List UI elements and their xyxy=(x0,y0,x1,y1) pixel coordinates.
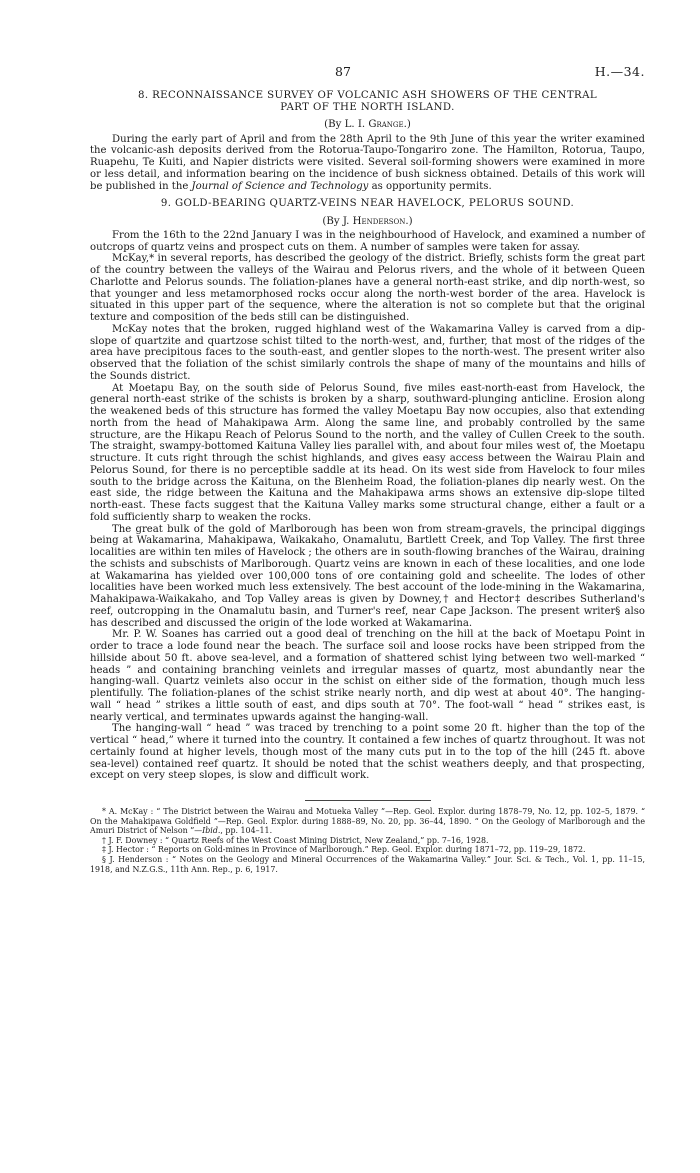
section-8-title-line-2: PART OF THE NORTH ISLAND. xyxy=(280,102,455,114)
section-9-title: 9. GOLD-BEARING QUARTZ-VEINS NEAR HAVELOCK, PELORUS SOUND. xyxy=(160,198,575,210)
body-paragraph: The great bulk of the gold of Marlborough has been won from stream-gravels, the principal diggings being at Wakamarina, Mahakipawa, Waikakaho, Onamalutu, Bartlett Creek, and Top Valley. The first three localities are within ten miles of Havelock ; the others are in south-flowing branches of the Wairau, draining the schists and subschists of Marlborough. Quartz veins are known in each of these localities, and one lode at Wakamarina has yielded over 100,000 tons of ore containing gold and scheelite. The lodes of other localities have been worked much less extensively. The best account of the lode-mining in the Wakamarina, Mahakipawa-Waikakaho, and Top Valley areas is given by Downey,† and Hector‡ describes Sutherland's reef, outcropping in the Onamalutu basin, and Turner's reef, near Cape Jackson. The present writer§ also has described and discussed the origin of the lode worked at Wakamarina. xyxy=(90,523,645,629)
section-8-title xyxy=(90,90,645,114)
footnote: ‡ J. Hector : “ Reports on Gold-mines in Province of Marlborough.” Rep. Geol. Explor. during 1871–72, pp. 119–29, 1872. xyxy=(102,845,586,855)
paragraph-text: During the early part of April and from the 28th April to the 9th June of this year the writer examined the volcanic-ash deposits derived from the Rotorua-Taupo-Tongariro zone. The Hamilton, Rotorua, Taupo, Ruapehu, Te Kuiti, and Napier districts were visited. Several soil-forming showers were examined in more or less detail, and information bearing on the incidence of bush sickness obtained. Details of this work will be published in the xyxy=(90,133,645,192)
byline-close: .) xyxy=(403,119,411,131)
section-9 xyxy=(90,198,645,782)
body-paragraph: From the 16th to the 22nd January I was in the neighbourhood of Havelock, and examined a number of outcrops of quartz veins and prospect cuts on them. A number of samples were taken for assay. xyxy=(90,229,645,253)
footnote xyxy=(90,807,645,836)
body-paragraph: At Moetapu Bay, on the south side of Pelorus Sound, five miles east-north-east from Havelock, the general north-east strike of the schists is broken by a sharp, southward-plunging anticline. Erosion along the weakened beds of this structure has formed the valley Moetapu Bay now occupies, also that extending north from the head of Mahakipawa Arm. Along the same line, and probably controlled by the same structure, are the Hikapu Reach of Pelorus Sound to the north, and the valley of Cullen Creek to the south. The straight, swampy-bottomed Kaituna Valley lies parallel with, and about four miles west of, the Moetapu structure. It cuts right through the schist highlands, and gives easy access between the Wairau Plain and Pelorus Sound, for there is no perceptible saddle at its head. On its west side from Havelock to four miles south to the bridge across the Kaituna, on the Blenheim Road, the foliation-planes dip nearly west. On the east side, the ridge between the Kaituna and the Mahakipawa arms shows an extensive dip-slope tilted north-east. These facts suggest that the Kaituna Valley marks some structural change, either a fault or a fold sufficiently sharp to weaken the rocks. xyxy=(90,382,645,523)
section-8-byline xyxy=(90,119,645,131)
section-8-paragraph xyxy=(90,134,645,193)
page-header xyxy=(90,58,645,80)
footnote-ibid: Ibid. xyxy=(202,826,221,836)
byline-open: (By J. xyxy=(322,215,353,227)
footnote-text-end: , pp. 104–11. xyxy=(220,826,273,836)
body-paragraph: McKay notes that the broken, rugged highland west of the Wakamarina Valley is carved from a dip-slope of quartzite and quartzose schist tilted to the north-west, and, further, that most of the ridges of the area have precipitous faces to the south-east, and gentler slopes to the north-west. The present writer also observed that the foliation of the schist similarly controls the shape of many of the mountains and hills of the Sounds district. xyxy=(90,323,645,382)
paragraph-text-end: as opportunity permits. xyxy=(368,180,492,192)
byline-open: (By L. I. xyxy=(324,119,369,131)
page-number: 87 xyxy=(335,64,351,79)
body-paragraph: Mr. P. W. Soanes has carried out a good deal of trenching on the hill at the back of Moetapu Point in order to trace a lode found near the beach. The surface soil and loose rocks have been stripped from the hillside about 50 ft. above sea-level, and a formation of shattered schist lying between two well-marked “ heads ” and containing branching veinlets and irregular masses of quartz, most abundantly near the hanging-wall. Quartz veinlets also occur in the schist on either side of the formation, though much less plentifully. The foliation-planes of the schist strike nearly north, and dip west at about 40°. The hanging-wall “ head ” strikes a little south of east, and dips south at 70°. The foot-wall “ head ” strikes east, is nearly vertical, and terminates upwards against the hanging-wall. xyxy=(90,629,645,723)
section-9-byline xyxy=(90,216,645,228)
footnotes xyxy=(90,807,645,874)
section-8 xyxy=(90,90,645,192)
author-name: Henderson xyxy=(352,215,406,227)
footnote: † J. F. Downey : “ Quartz Reefs of the West Coast Mining District, New Zealand,” pp. 7–16, 1928. xyxy=(102,835,489,845)
document-reference: H.—34. xyxy=(594,64,645,79)
body-paragraph: McKay,* in several reports, has described the geology of the district. Briefly, schists form the great part of the country between the valleys of the Wairau and Pelorus rivers, and the whole of it between Queen Charlotte and Pelorus sounds. The foliation-planes have a general north-east strike, and dip north-west, so that younger and less metamorphosed rocks occur along the north-west border of the area. Havelock is situated in this upper part of the sequence, where the alteration is not so complete but that the original texture and composition of the beds still can be distinguished. xyxy=(90,253,645,324)
document-page xyxy=(90,58,645,874)
footnote-text: * A. McKay : “ The District between the Wairau and Motueka Valley ”—Rep. Geol. Explor. during 1878–79, No. 12, pp. 102–5, 1879. “ On the Mahakipawa Goldfield ”—Rep. Geol. Explor. during 1888–89, No. 20, pp. 36–44, 1890. “ On the Geology of Marlborough and the Amuri District of Nelson ”— xyxy=(90,807,645,836)
footnote-divider xyxy=(305,800,431,801)
byline-close: .) xyxy=(405,215,413,227)
footnote: § J. Henderson : “ Notes on the Geology and Mineral Occurrences of the Wakamarina Valley.” Jour. Sci. & Tech., Vol. 1, pp. 11–15, 1918, and N.Z.G.S., 11th Ann. Rep., p. 6, 1917. xyxy=(90,854,645,874)
author-name: Grange xyxy=(368,119,404,131)
section-8-title-line-1: 8. RECONNAISSANCE SURVEY OF VOLCANIC ASH SHOWERS OF THE CENTRAL xyxy=(137,90,598,101)
journal-title: Journal of Science and Technology xyxy=(191,180,369,192)
body-paragraph: The hanging-wall “ head ” was traced by trenching to a point some 20 ft. higher than the top of the vertical “ head,” where it turned into the country. It contained a few inches of quartz throughout. It was not certainly found at higher levels, though most of the many cuts put in to the top of the hill (245 ft. above sea-level) contained reef quartz. It should be noted that the schist weathers deeply, and that prospecting, except on very steep slopes, is slow and difficult work. xyxy=(90,723,645,782)
